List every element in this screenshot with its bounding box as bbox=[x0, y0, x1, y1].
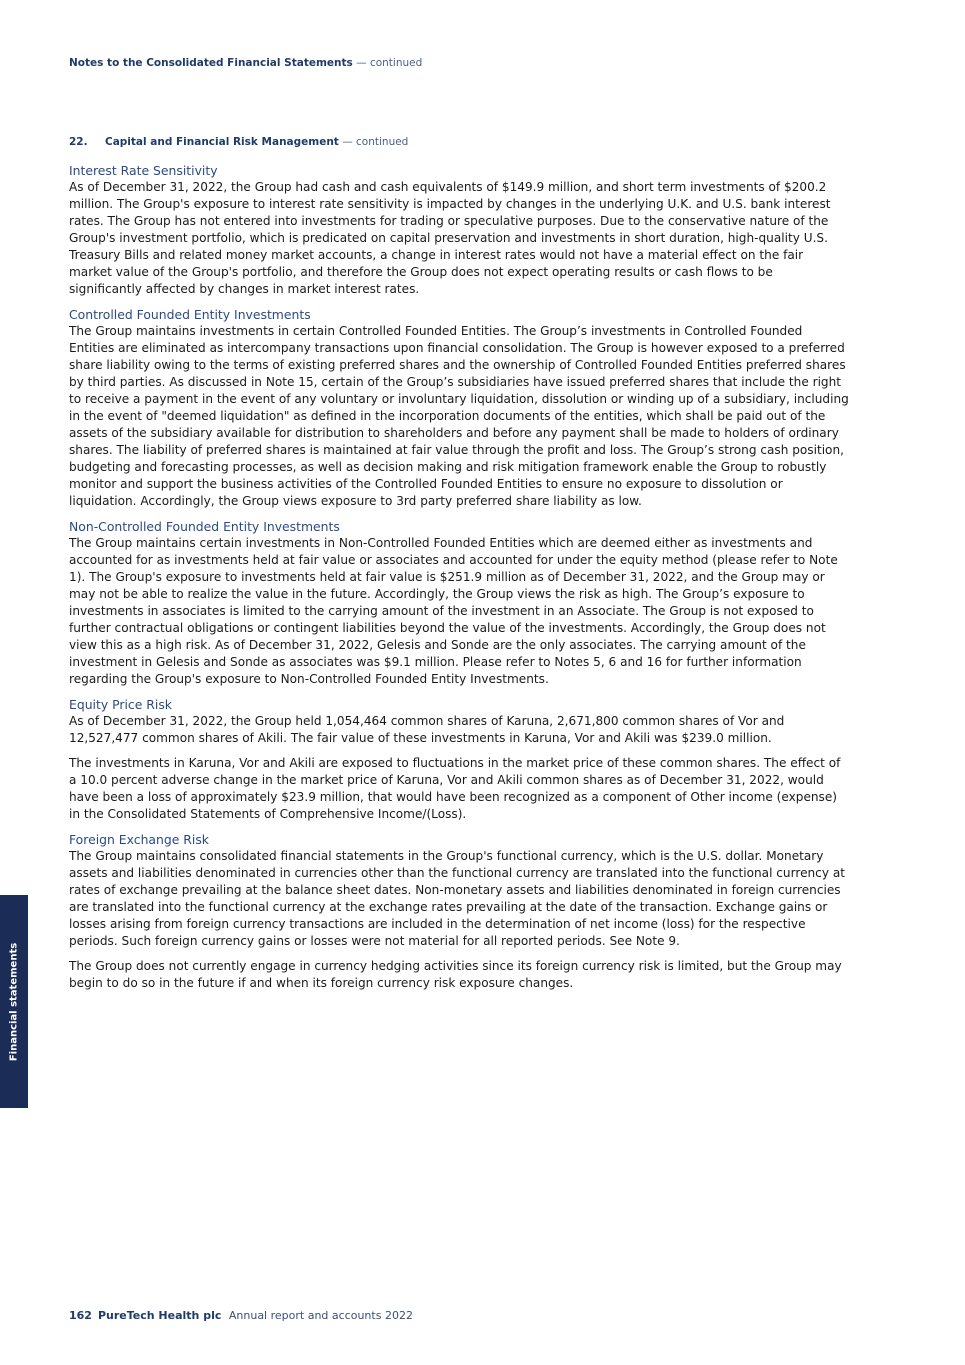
section-controlled-founded-entity-investments bbox=[69, 306, 849, 510]
section-heading: Non-Controlled Founded Entity Investments bbox=[69, 519, 340, 534]
page-number: 162 bbox=[69, 1309, 92, 1322]
paragraph: The Group maintains certain investments in Non-Controlled Founded Entities which are deemed either as investments and accounted for as investments held at fair value or associates and accounted for under the equity method (please refer to Note 1). The Group's exposure to investments held at fair value is $251.9 million as of December 31, 2022, and the Group may or may not be able to realize the value in the future. Accordingly, the Group views the risk as high. The Group’s exposure to investments in associates is limited to the carrying amount of the investment in an Associate. The Group is not exposed to further contractual obligations or contingent liabilities beyond the value of the investments. Accordingly, the Group does not view this as a high risk. As of December 31, 2022, Gelesis and Sonde are the only associates. The carrying amount of the investment in Gelesis and Sonde as associates was $9.1 million. Please refer to Notes 5, 6 and 16 for further information regarding the Group's exposure to Non-Controlled Founded Entity Investments. bbox=[69, 536, 838, 686]
note-heading bbox=[69, 136, 408, 148]
paragraph: The Group does not currently engage in currency hedging activities since its foreign currency risk is limited, but the Group may begin to do so in the future if and when its foreign currency risk exposure changes. bbox=[69, 959, 842, 990]
running-header bbox=[69, 57, 422, 69]
paragraph: The Group maintains consolidated financial statements in the Group's functional currency, which is the U.S. dollar. Monetary assets and liabilities denominated in currencies other than the functional currency are translated into the functional currency at rates of exchange prevailing at the balance sheet dates. Non-monetary assets and liabilities denominated in foreign currencies are translated into the functional currency at the exchange rates prevailing at the date of the transaction. Exchange gains or losses arising from foreign currency transactions are included in the determination of net income (loss) for the respective periods. Such foreign currency gains or losses were not material for all reported periods. See Note 9. bbox=[69, 849, 845, 948]
section-heading: Interest Rate Sensitivity bbox=[69, 163, 218, 178]
header-continued: — continued bbox=[356, 57, 423, 69]
note-continued: — continued bbox=[342, 136, 409, 148]
side-tab-label: Financial statements bbox=[8, 942, 20, 1061]
section-heading: Equity Price Risk bbox=[69, 697, 172, 712]
section-foreign-exchange-risk bbox=[69, 831, 849, 992]
paragraph: The Group maintains investments in certain Controlled Founded Entities. The Group’s investments in Controlled Founded Entities are eliminated as intercompany transactions upon financial consolidation. The Group is however exposed to a preferred share liability owing to the terms of existing preferred shares and the ownership of Controlled Founded Entities preferred shares by third parties. As discussed in Note 15, certain of the Group’s subsidiaries have issued preferred shares that include the right to receive a payment in the event of any voluntary or involuntary liquidation, dissolution or winding up of a subsidiary, including in the event of "deemed liquidation" as defined in the incorporation documents of the entities, which shall be paid out of the assets of the subsidiary available for distribution to shareholders and before any payment shall be made to holders of ordinary shares. The liability of preferred shares is maintained at fair value through the profit and loss. The Group’s strong cash position, budgeting and forecasting processes, as well as decision making and risk mitigation framework enable the Group to robustly monitor and support the business activities of the Controlled Founded Entities to ensure no exposure to dissolution or liquidation. Accordingly, the Group views exposure to 3rd party preferred share liability as low. bbox=[69, 324, 849, 508]
header-title: Notes to the Consolidated Financial Statements bbox=[69, 57, 353, 69]
section-heading: Foreign Exchange Risk bbox=[69, 832, 209, 847]
note-number: 22. bbox=[69, 136, 88, 148]
document-title: Annual report and accounts 2022 bbox=[228, 1309, 413, 1322]
note-title: Capital and Financial Risk Management bbox=[105, 136, 339, 148]
section-interest-rate-sensitivity bbox=[69, 162, 849, 298]
company-name: PureTech Health plc bbox=[97, 1309, 222, 1322]
paragraph: As of December 31, 2022, the Group had cash and cash equivalents of $149.9 million, and short term investments of $200.2 million. The Group's exposure to interest rate sensitivity is impacted by changes in the underlying U.K. and U.S. bank interest rates. The Group has not entered into investments for trading or speculative purposes. Due to the conservative nature of the Group's investment portfolio, which is predicated on capital preservation and investments in short duration, high-quality U.S. Treasury Bills and related money market accounts, a change in interest rates would not have a material effect on the fair market value of the Group's portfolio, and therefore the Group does not expect operating results or cash flows to be significantly affected by changes in market interest rates. bbox=[69, 180, 831, 296]
paragraph: As of December 31, 2022, the Group held 1,054,464 common shares of Karuna, 2,671,800 common shares of Vor and 12,527,477 common shares of Akili. The fair value of these investments in Karuna, Vor and Akili was $239.0 million. bbox=[69, 714, 785, 745]
page-footer bbox=[69, 1309, 413, 1322]
document-body bbox=[69, 162, 849, 1000]
section-non-controlled-founded-entity-investments bbox=[69, 518, 849, 688]
side-tab-financial-statements bbox=[0, 895, 28, 1108]
section-heading: Controlled Founded Entity Investments bbox=[69, 307, 311, 322]
section-equity-price-risk bbox=[69, 696, 849, 823]
paragraph: The investments in Karuna, Vor and Akili are exposed to fluctuations in the market price of these common shares. The effect of a 10.0 percent adverse change in the market price of Karuna, Vor and Akili common shares as of December 31, 2022, would have been a loss of approximately $23.9 million, that would have been recognized as a component of Other income (expense) in the Consolidated Statements of Comprehensive Income/(Loss). bbox=[69, 756, 841, 821]
